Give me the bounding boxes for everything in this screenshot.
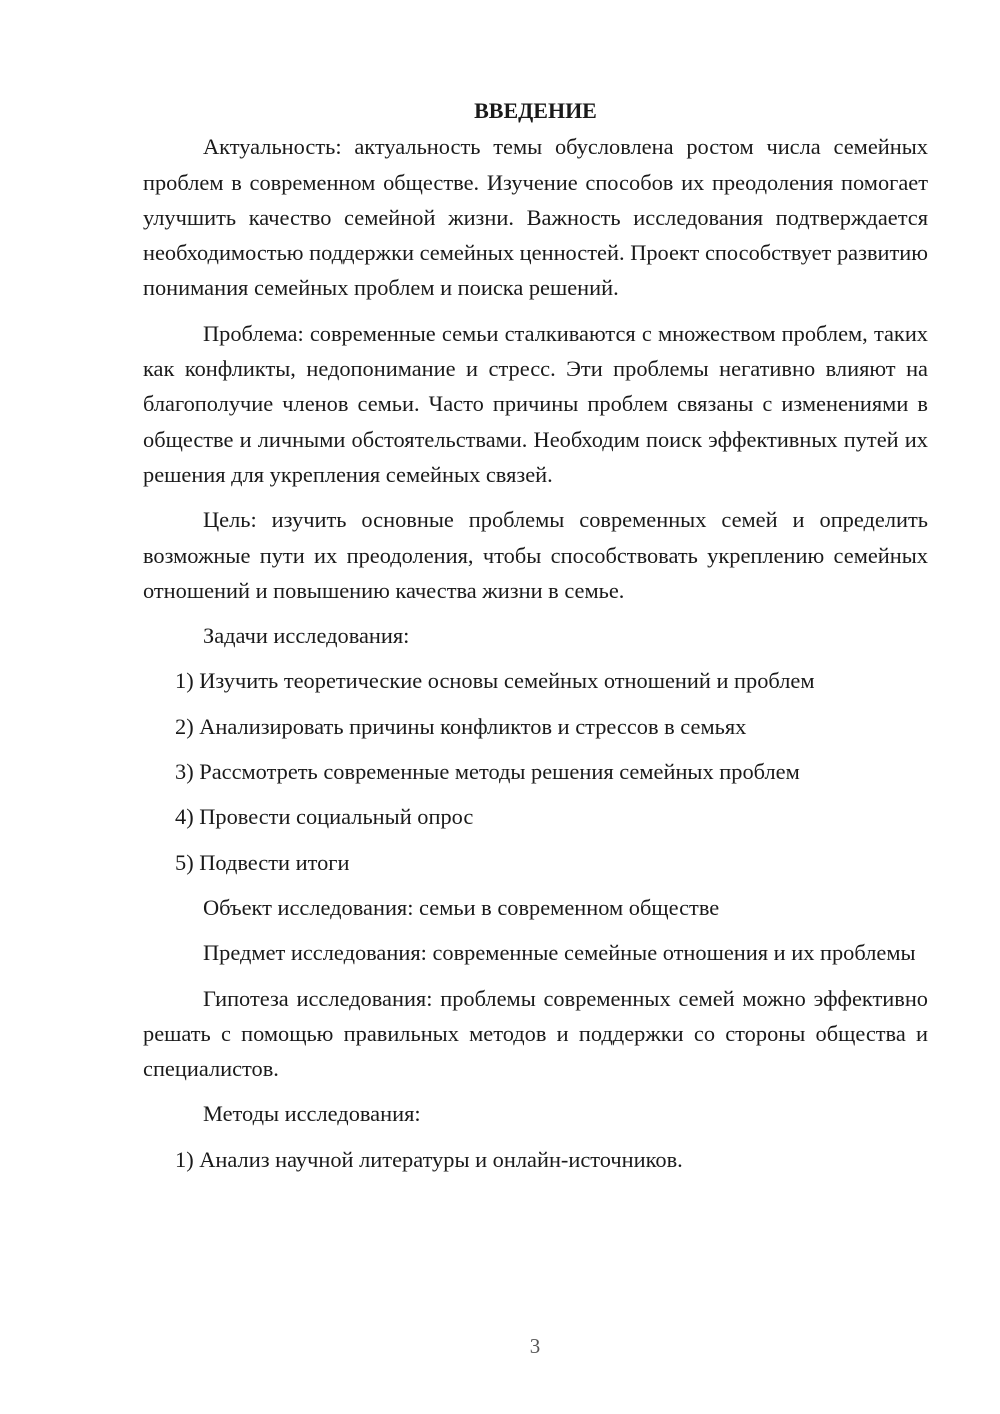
task-item-4: 4) Провести социальный опрос xyxy=(175,804,474,830)
paragraph-object: Объект исследования: семьи в современном обществе xyxy=(203,894,720,920)
paragraph-hypothesis: Гипотеза исследования: проблемы современных семей можно эффективно решать с помощью правильных методов и поддержки со стороны общества и специалистов. xyxy=(143,985,928,1082)
task-item-3: 3) Рассмотреть современные методы решения семейных проблем xyxy=(175,759,800,785)
page-body xyxy=(143,93,928,1187)
task-item-1: 1) Изучить теоретические основы семейных отношений и проблем xyxy=(175,668,815,694)
methods-heading: Методы исследования: xyxy=(203,1101,421,1127)
paragraph-subject: Предмет исследования: современные семейные отношения и их проблемы xyxy=(203,940,916,966)
task-item-2: 2) Анализировать причины конфликтов и стрессов в семьях xyxy=(175,713,747,739)
method-item-1: 1) Анализ научной литературы и онлайн-источников. xyxy=(175,1146,683,1172)
task-item-5: 5) Подвести итоги xyxy=(175,849,350,875)
tasks-heading: Задачи исследования: xyxy=(203,623,410,649)
paragraph-relevance: Актуальность: актуальность темы обусловлена ростом числа семейных проблем в современном обществе. Изучение способов их преодоления помогает улучшить качество семейной жизни. Важность исследования подтверждается необходимостью поддержки семейных ценностей. Проект способствует развитию понимания семейных проблем и поиска решений. xyxy=(143,134,928,301)
paragraph-goal: Цель: изучить основные проблемы современных семей и определить возможные пути их преодоления, чтобы способствовать укреплению семейных отношений и повышению качества жизни в семье. xyxy=(143,507,928,603)
section-title: ВВЕДЕНИЕ xyxy=(474,98,597,123)
page-number: 3 xyxy=(529,1334,541,1358)
paragraph-problem: Проблема: современные семьи сталкиваются с множеством проблем, таких как конфликты, недопонимание и стресс. Эти проблемы негативно влияют на благополучие членов семьи. Часто причины проблем связаны с изменениями в обществе и личными обстоятельствами. Необходим поиск эффективных путей их решения для укрепления семейных связей. xyxy=(143,320,928,487)
